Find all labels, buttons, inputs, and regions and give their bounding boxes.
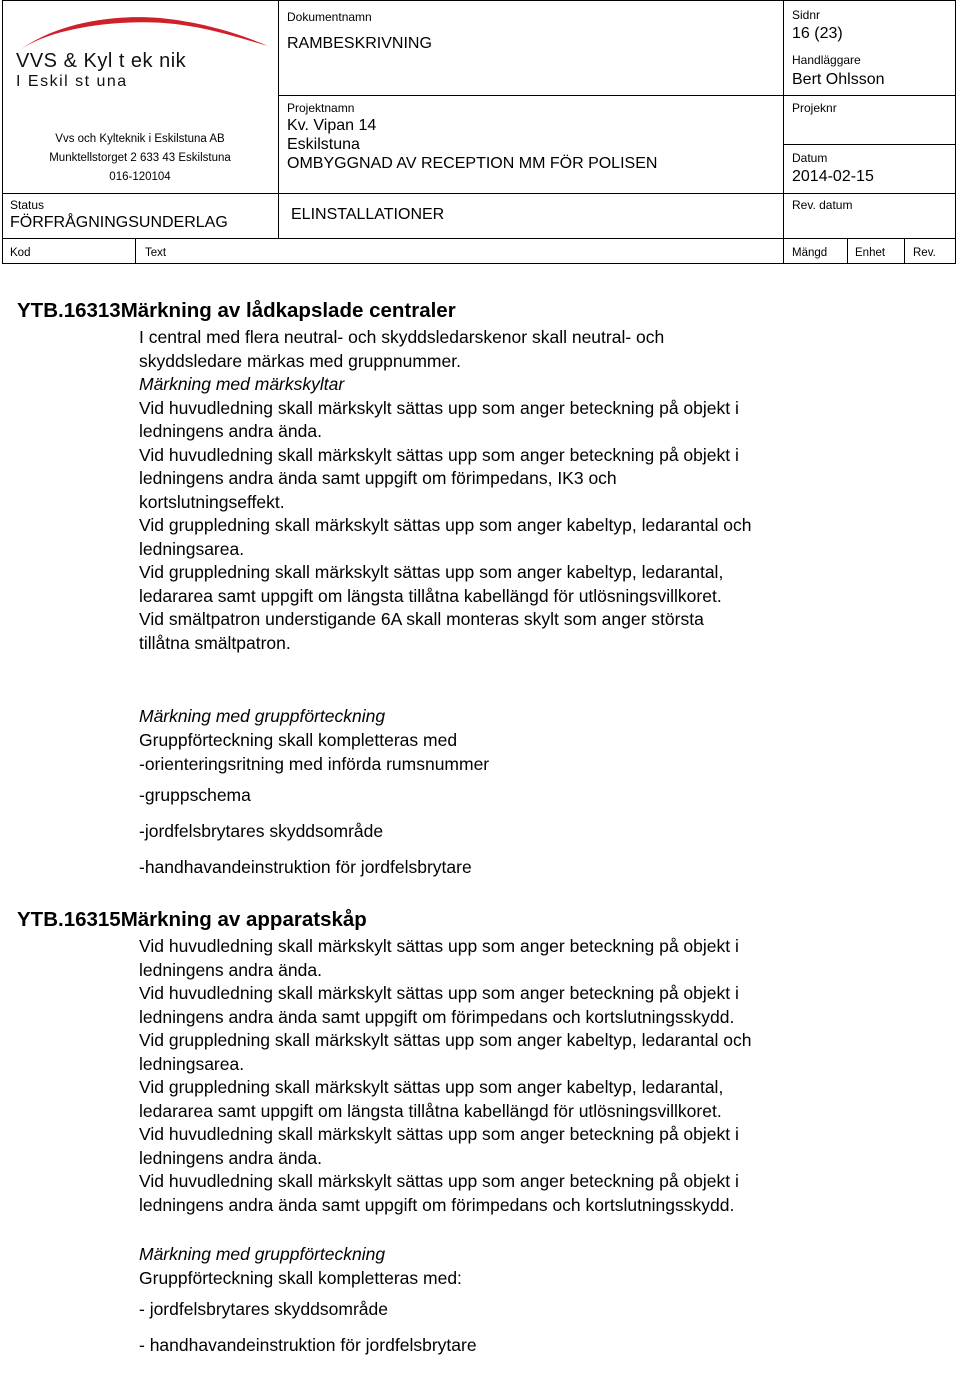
col-enhet: Enhet (855, 247, 886, 259)
group-heading: Märkning med gruppförteckning (139, 706, 386, 726)
group-item: - handhavandeinstruktion för jordfelsbrytare (139, 1335, 477, 1355)
section-heading: YTB.16313Märkning av lådkapslade centraler (17, 299, 456, 322)
body-line: ledararea samt uppgift om längsta tillåtna kabellängd för utlösningsvillkoret. (139, 585, 722, 606)
body-line: Vid huvudledning skall märkskylt sättas upp som anger beteckning på objekt i (139, 397, 739, 418)
group-item: -jordfelsbrytares skyddsområde (139, 821, 384, 841)
company-phone: 016-120104 (109, 171, 171, 183)
body-line: Vid gruppledning skall märkskylt sättas upp som anger kabeltyp, ledarantal, (139, 562, 724, 582)
status-value: FÖRFRÅGNINGSUNDERLAG (10, 214, 228, 231)
handlaggare-value: Bert Ohlsson (792, 71, 885, 88)
body-line: ledningens andra ända samt uppgift om förimpedans, IK3 och (139, 468, 617, 488)
group-item: - jordfelsbrytares skyddsområde (139, 1299, 388, 1319)
sidnr-value: 16 (23) (792, 25, 843, 42)
body-line: kortslutningseffekt. (139, 491, 285, 512)
col-text: Text (145, 247, 167, 259)
body-line: I central med flera neutral- och skyddsledarskenor skall neutral- och (139, 327, 665, 347)
datum-value: 2014-02-15 (792, 168, 874, 185)
col-mangd: Mängd (792, 247, 828, 259)
company-address: Munktellstorget 2 633 43 Eskilstuna (49, 152, 231, 164)
projektnamn-line-3: OMBYGGNAD AV RECEPTION MM FÖR POLISEN (287, 155, 658, 172)
body-line: ledningsarea. (139, 1053, 245, 1074)
section-body (139, 935, 919, 1217)
logo-title: VVS & Kyl t ek nik (16, 50, 187, 72)
logo-swoosh-icon (10, 10, 272, 54)
handlaggare-label: Handläggare (792, 53, 861, 67)
datum-label: Datum (792, 151, 828, 165)
col-kod: Kod (10, 247, 31, 259)
body-line: ledningsarea. (139, 538, 245, 559)
col-rev: Rev. (913, 247, 936, 259)
group-item: -gruppschema (139, 785, 251, 805)
projektnamn-label: Projektnamn (287, 101, 355, 115)
body-line: skyddsledare märkas med gruppnummer. (139, 350, 461, 371)
body-line: ledningens andra ända. (139, 1147, 322, 1168)
body-line: Vid huvudledning skall märkskylt sättas upp som anger beteckning på objekt i (139, 444, 739, 465)
section-body (139, 326, 919, 655)
dokumentnamn-value: RAMBESKRIVNING (287, 35, 432, 52)
status-label: Status (10, 198, 45, 212)
dokumentnamn-label: Dokumentnamn (287, 10, 372, 24)
body-line: Vid smältpatron understigande 6A skall monteras skylt som anger största (139, 609, 704, 629)
sidnr-label: Sidnr (792, 8, 821, 22)
body-line: Vid gruppledning skall märkskylt sättas upp som anger kabeltyp, ledarantal och (139, 1030, 752, 1050)
section-title: ELINSTALLATIONER (291, 206, 445, 223)
company-name: Vvs och Kylteknik i Eskilstuna AB (55, 133, 225, 145)
group-intro: Gruppförteckning skall kompletteras med: (139, 1268, 462, 1288)
body-line: ledningens andra ända. (139, 421, 322, 441)
body-line: Vid gruppledning skall märkskylt sättas upp som anger kabeltyp, ledarantal och (139, 515, 752, 535)
projeknr-label: Projeknr (792, 101, 837, 115)
body-line: tillåtna smältpatron. (139, 632, 291, 653)
body-line: Vid huvudledning skall märkskylt sättas upp som anger beteckning på objekt i (139, 936, 739, 956)
group-item: -handhavandeinstruktion för jordfelsbrytare (139, 857, 472, 877)
section-heading: YTB.16315Märkning av apparatskåp (17, 908, 367, 931)
group-item: -orienteringsritning med införda rumsnummer (139, 754, 490, 774)
revdatum-label: Rev. datum (792, 198, 853, 212)
body-line: Vid huvudledning skall märkskylt sättas upp som anger beteckning på objekt i (139, 983, 739, 1003)
group-heading: Märkning med gruppförteckning (139, 1244, 386, 1264)
group-intro: Gruppförteckning skall kompletteras med (139, 730, 458, 750)
body-line: Vid huvudledning skall märkskylt sättas upp som anger beteckning på objekt i (139, 1124, 739, 1144)
body-line: ledningens andra ända samt uppgift om förimpedans och kortslutningsskydd. (139, 1194, 735, 1215)
body-line: ledningens andra ända samt uppgift om förimpedans och kortslutningsskydd. (139, 1006, 735, 1027)
projektnamn-line-1: Kv. Vipan 14 (287, 117, 377, 134)
subheading: Märkning med märkskyltar (139, 374, 345, 394)
body-line: Vid huvudledning skall märkskylt sättas upp som anger beteckning på objekt i (139, 1171, 739, 1191)
projektnamn-line-2: Eskilstuna (287, 136, 360, 153)
logo-subtitle: I Eskil st una (16, 73, 128, 90)
body-line: ledningens andra ända. (139, 959, 322, 980)
body-line: ledararea samt uppgift om längsta tillåtna kabellängd för utlösningsvillkoret. (139, 1100, 722, 1121)
body-line: Vid gruppledning skall märkskylt sättas upp som anger kabeltyp, ledarantal, (139, 1077, 724, 1097)
